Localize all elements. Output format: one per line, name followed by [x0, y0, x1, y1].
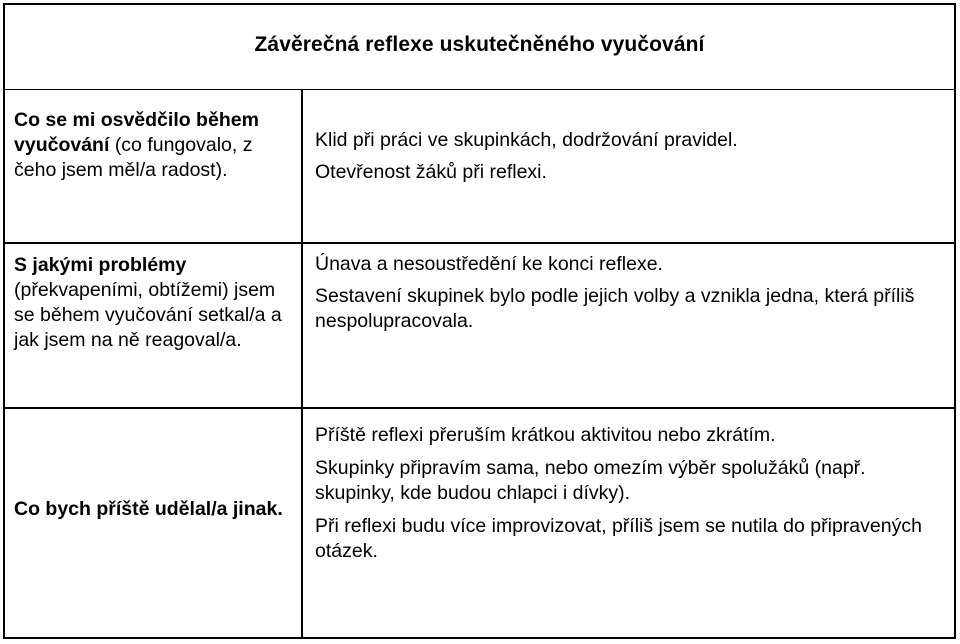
value-line: Únava a nesoustředění ke konci reflexe.	[315, 253, 663, 275]
table-row	[3, 408, 956, 639]
row-label-bold: Co se mi osvědčilo během vyučování	[14, 109, 259, 156]
reflection-table	[3, 3, 956, 639]
row-label-cell	[3, 408, 302, 639]
table-row	[3, 243, 956, 408]
value-line: Sestavení skupinek bylo podle jejich volby a vznikla jedna, která příliš nespolupracovala.	[315, 285, 915, 332]
value-line: Skupinky připravím sama, nebo omezím výběr spolužáků (např. skupinky, kde budou chlapci i dívky).	[315, 457, 866, 504]
row-value-cell	[302, 89, 956, 243]
row-label-normal: (co fungovalo, z čeho jsem měl/a radost).	[14, 134, 253, 181]
row-value-cell	[302, 243, 956, 408]
value-line: Otevřenost žáků při reflexi.	[315, 161, 547, 183]
row-value-cell	[302, 408, 956, 639]
row-label-normal: (překvapeními, obtížemi) jsem se během vyučování setkal/a a jak jsem na ně reagoval/a.	[14, 279, 282, 351]
value-line: Při reflexi budu více improvizovat, příliš jsem se nutila do připravených otázek.	[315, 515, 922, 562]
row-value	[315, 128, 948, 185]
row-value	[315, 252, 948, 334]
table-row	[3, 89, 956, 243]
row-label	[14, 253, 295, 353]
row-label-bold: S jakými problémy	[14, 254, 187, 276]
table-title: Závěrečná reflexe uskutečněného vyučování	[254, 33, 705, 56]
row-value	[315, 423, 948, 564]
row-label-cell	[3, 89, 302, 243]
row-label	[14, 108, 295, 183]
row-label-cell	[3, 243, 302, 408]
value-line: Příště reflexi přeruším krátkou aktivitou nebo zkrátím.	[315, 424, 776, 446]
value-line: Klid při práci ve skupinkách, dodržování pravidel.	[315, 129, 738, 151]
row-label: Co bych příště udělal/a jinak.	[14, 498, 283, 520]
